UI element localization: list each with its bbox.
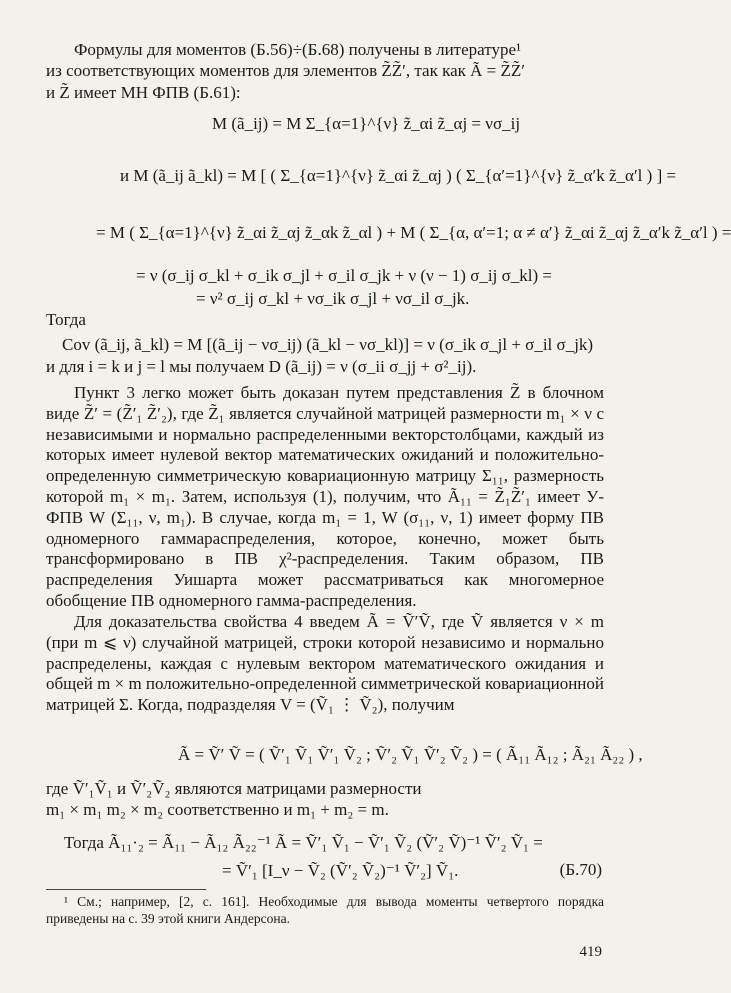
dimension-line-2: m₁ × m₁ m₂ × m₂ соответственно и m₁ + m₂ = m. xyxy=(46,800,389,819)
variance-formula: и для i = k и j = l мы получаем D (ã_ij) = ν (σ_ii σ_jj + σ²_ij). xyxy=(46,357,477,376)
page-number: 419 xyxy=(579,944,602,960)
intro-line-1: Формулы для моментов (Б.56)÷(Б.68) получены в литературе¹ xyxy=(74,40,522,59)
conditional-formula-2: = Ṽ′₁ [I_ν − Ṽ₂ (Ṽ′₂ Ṽ₂)⁻¹ Ṽ′₂] Ṽ₁. xyxy=(222,861,459,880)
block-matrix-formula: Ã = Ṽ′ Ṽ = ( Ṽ′₁ Ṽ₁ Ṽ′₁ Ṽ₂ ; Ṽ′₂ Ṽ₁ Ṽ′₂ Ṽ₂ ) = ( Ã₁₁ Ã₁₂ ; Ã₂₁ Ã₂₂ ) , xyxy=(178,745,643,764)
formula-expansion: = M ( Σ_{α=1}^{ν} z̃_αi z̃_αj z̃_αk z̃_αl ) + M ( Σ_{α, α′=1; α ≠ α′} z̃_αi z̃_αj z̃_α′k z̃_α′l ) = xyxy=(96,223,731,242)
formula-second-moment: и M (ã_ij ã_kl) = M [ ( Σ_{α=1}^{ν} z̃_αi z̃_αj ) ( Σ_{α′=1}^{ν} z̃_α′k z̃_α′l ) ] = xyxy=(120,166,677,185)
formula-result-1: = ν (σ_ij σ_kl + σ_ik σ_jl + σ_il σ_jk + ν (ν − 1) σ_ij σ_kl) = xyxy=(136,266,552,285)
conditional-formula-1: Тогда Ã₁₁·₂ = Ã₁₁ − Ã₁₂ Ã₂₂⁻¹ Ã = Ṽ′₁ Ṽ₁ − Ṽ′₁ Ṽ₂ (Ṽ′₂ Ṽ)⁻¹ Ṽ′₂ Ṽ₁ = xyxy=(64,833,543,852)
formula-mean: M (ã_ij) = M Σ_{α=1}^{ν} z̃_αi z̃_αj = νσ_ij xyxy=(212,114,521,133)
covariance-formula: Cov (ã_ij, ã_kl) = M [(ã_ij − νσ_ij) (ã_kl − νσ_kl)] = ν (σ_ik σ_jl + σ_il σ_jk) xyxy=(62,335,594,354)
togda-label: Тогда xyxy=(46,310,86,329)
paragraph-point-3: Пункт 3 легко может быть доказан путем представления Z̃ в блочном виде Z̃′ = (Z̃′₁ Z̃′₂), где Z̃₁ является случайной матрицей размерности m₁ × ν с независимыми и нормально распределенными векторстолбцами, каждый из которых имеет нулевой вектор математических ожиданий и положительно-определенную симметрическую ковариационную матрицу Σ₁₁, размерность которой m₁ × m₁. Затем, используя (1), получим, что Ã₁₁ = Z̃₁Z̃′₁ имеет У-ФПВ W (Σ₁₁, ν, m₁). В случае, когда m₁ = 1, W (σ₁₁, ν, 1) имеет форму ПВ одномерного гаммараспределения, которое, конечно, может быть трансформировано в ПВ χ²-распределения. Таким образом, ПВ распределения Уишарта может рассматриваться как многомерное обобщение ПВ одномерного гамма-распределения. xyxy=(46,383,604,610)
footnote: ¹ См.; например, [2, с. 161]. Необходимые для вывода моменты четвертого порядка приведены на с. 39 этой книги Андерсона. xyxy=(46,894,604,926)
dimension-line-1: где Ṽ′₁Ṽ₁ и Ṽ′₂Ṽ₂ являются матрицами размерности xyxy=(46,779,422,798)
footnote-divider xyxy=(46,889,206,890)
paragraph-point-4: Для доказательства свойства 4 введем Ã = Ṽ′Ṽ, где Ṽ является ν × m (при m ⩽ ν) случайной матрицей, строки которой независимо и нормально распределены, каждая с нулевым вектором математического ожидания и общей m × m положительно-определенной симметрической ковариационной матрицей Σ. Когда, подразделяя V = (Ṽ₁ ⋮ Ṽ₂), получим xyxy=(46,612,604,715)
equation-number: (Б.70) xyxy=(559,860,602,879)
intro-line-2: из соответствующих моментов для элементов Z̃Z̃′, так как Ã = Z̃Z̃′ xyxy=(46,61,525,80)
intro-line-3: и Z̃ имеет МН ФПВ (Б.61): xyxy=(46,83,241,102)
formula-result-2: = ν² σ_ij σ_kl + νσ_ik σ_jl + νσ_il σ_jk. xyxy=(196,289,470,308)
